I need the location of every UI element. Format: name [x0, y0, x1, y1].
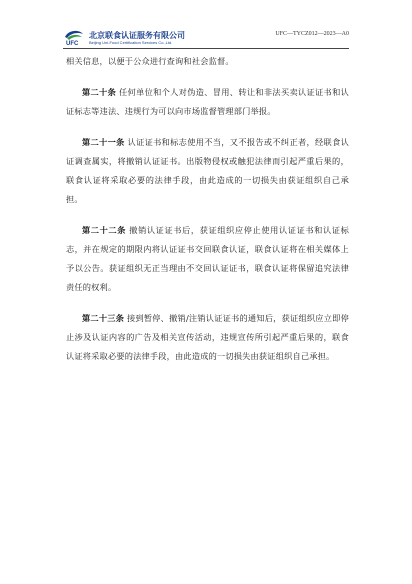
logo-text: UFC	[66, 41, 79, 46]
paragraph-gap	[66, 209, 349, 221]
paragraph-gap	[66, 71, 349, 83]
document-body	[66, 52, 349, 366]
article-heading: 第二十一条	[82, 137, 125, 147]
paragraph-text: 相关信息，以便于公众进行查询和社会监督。	[66, 56, 234, 66]
article-21	[66, 133, 349, 209]
article-22	[66, 221, 349, 297]
article-heading: 第二十三条	[82, 313, 125, 323]
article-heading: 第二十条	[82, 87, 117, 97]
header-divider	[63, 48, 349, 49]
article-text: 撤销认证证书后，获证组织应停止使用认证证书和认证标志，并在规定的期限内将认证证书交回联食认证，联食认证将在相关媒体上予以公告。获证组织无正当理由不交回认证证书，联食认证将保留追究法律责任的权利。	[66, 225, 349, 292]
company-name-en: Beijing Uni-Food Certification Services Co.,Ltd.	[89, 40, 173, 45]
document-code: UFC—TYCZ012—2023—A0	[275, 31, 349, 37]
page-header	[0, 0, 412, 50]
article-heading: 第二十二条	[82, 225, 127, 235]
paragraph-gap	[66, 121, 349, 133]
ufc-logo-icon	[63, 29, 85, 46]
company-name-cn: 北京联食认证服务有限公司	[89, 31, 185, 40]
article-23	[66, 309, 349, 366]
article-text: 认证证书和标志使用不当，又不报告或不纠正者，经联食认证调查属实，将撤销认证证书。出版物侵权或触犯法律而引起严重后果的，联食认证将采取必要的法律手段，由此造成的一切损失由获证组织自己承担。	[66, 137, 349, 204]
paragraph-continuation	[66, 52, 349, 71]
article-20	[66, 83, 349, 121]
article-text: 接到暂停、撤销/注销认证证书的通知后，获证组织应立即停止涉及认证内容的广告及相关宣传活动，违规宣传所引起严重后果的，联食认证将采取必要的法律手段，由此造成的一切损失由获证组织自己承担。	[66, 313, 349, 361]
paragraph-gap	[66, 297, 349, 309]
article-text: 任何单位和个人对伪造、冒用、转让和非法买卖认证证书和认证标志等违法、违规行为可以向市场监督管理部门举报。	[66, 87, 349, 116]
